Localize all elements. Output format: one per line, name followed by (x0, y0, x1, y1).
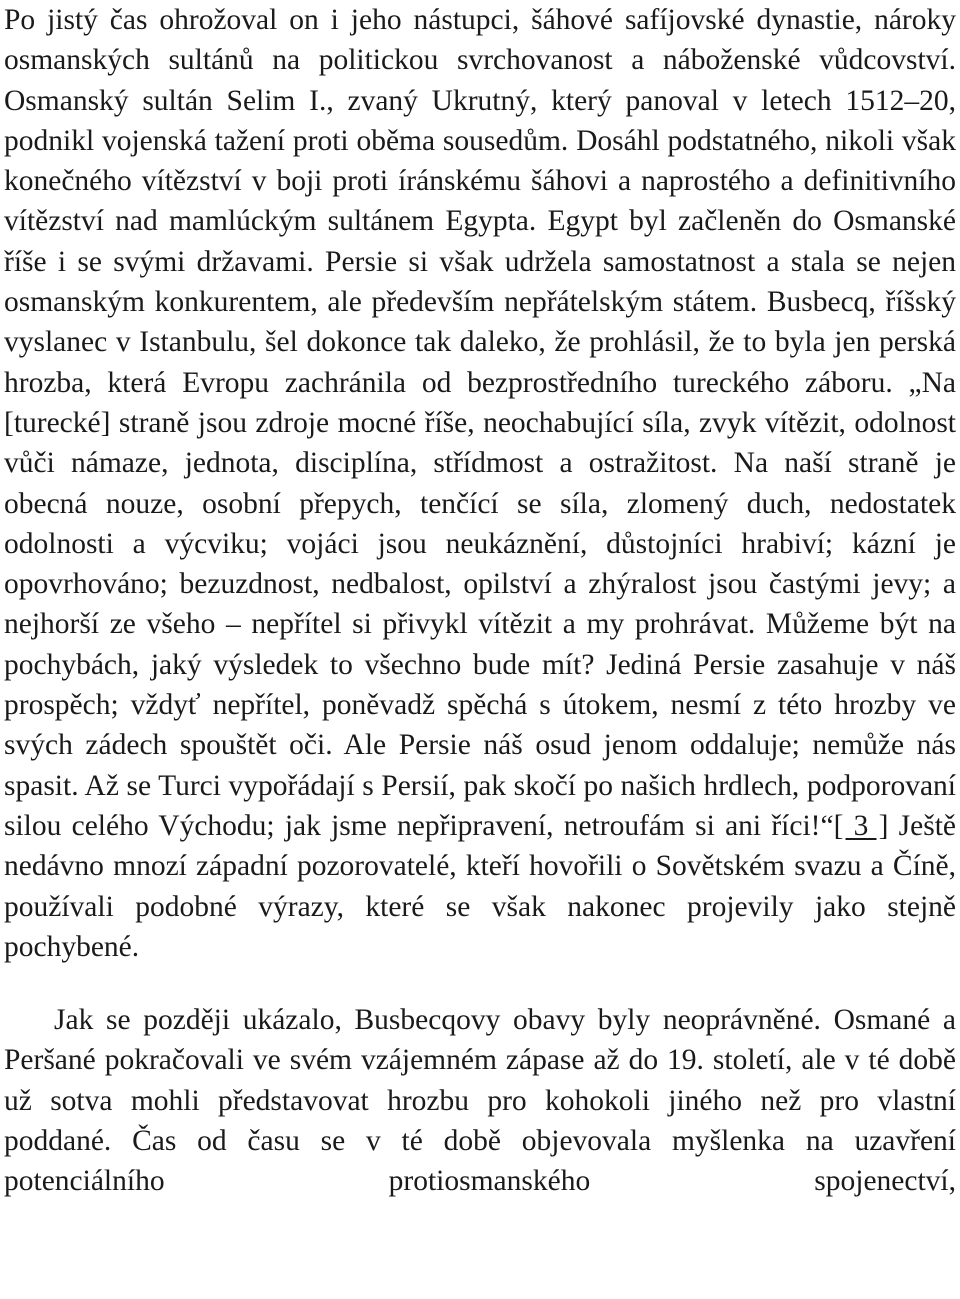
paragraph-1-text-continued: Ještě nedávno mnozí západní pozorovatelé, kteří hovořili o Sovětském svazu a Číně, používali podobné výrazy, které se však nakonec projevily jako stejně pochybené. (4, 809, 957, 963)
paragraph-2: Jak se později ukázalo, Busbecqovy obavy byly neoprávněné. Osmané a Peršané pokračovali ve svém vzájemném zápase až do 19. století, ale v té době už sotva mohli představovat hrozbu pro kohokoli jiného než pro vlastní poddané. Čas od času se v té době objevovala myšlenka na uzavření potenciálního protiosmanského spojenectví, (4, 1004, 956, 1198)
paragraph-1 (4, 0, 956, 967)
footnote-link-3[interactable]: [ 3 ] (833, 809, 889, 842)
paragraph-1-text: Po jistý čas ohrožoval on i jeho nástupci, šáhové safíjovské dynastie, nároky osmanských sultánů na politickou svrchovanost a náboženské vůdcovství. Osmanský sultán Selim I., zvaný Ukrutný, který panoval v letech 1512–20, podnikl vojenská tažení proti oběma sousedům. Dosáhl podstatného, nikoli však konečného vítězství v boji proti íránskému šáhovi a naprostého a definitivního vítězství nad mamlúckým sultánem Egypta. Egypt byl začleněn do Osmanské říše i se svými državami. Persie si však udržela samostatnost a stala se nejen osmanským konkurentem, ale především nepřátelským státem. Busbecq, říšský vyslanec v Istanbulu, šel dokonce tak daleko, že prohlásil, že to byla jen perská hrozba, která Evropu zachránila od bezprostředního tureckého záboru. „Na [turecké] straně jsou zdroje mocné říše, neochabující síla, zvyk vítězit, odolnost vůči námaze, jednota, disciplína, střídmost a ostražitost. Na naší straně je obecná nouze, osobní přepych, tenčící se síla, zlomený duch, nedostatek odolnosti a výcviku; vojáci jsou neukáznění, důstojníci hrabiví; kázní je opovrhováno; bezuzdnost, nedbalost, opilství a zhýralost jsou častými jevy; a nejhorší ze všeho – nepřítel si přivykl vítězit a my prohrávat. Můžeme být na pochybách, jaký výsledek to všechno bude mít? Jediná Persie zasahuje v náš prospěch; vždyť nepřítel, poněvadž spěchá s útokem, nesmí z této hrozby ve svých zádech spouštět oči. Ale Persie náš osud jenom oddaluje; nemůže nás spasit. Až se Turci vypořádají s Persií, pak skočí po našich hrdlech, podporovaní silou celého Východu; jak jsme nepřipravení, netroufám si ani říci!“ (4, 4, 956, 842)
document-page (4, 0, 956, 1202)
